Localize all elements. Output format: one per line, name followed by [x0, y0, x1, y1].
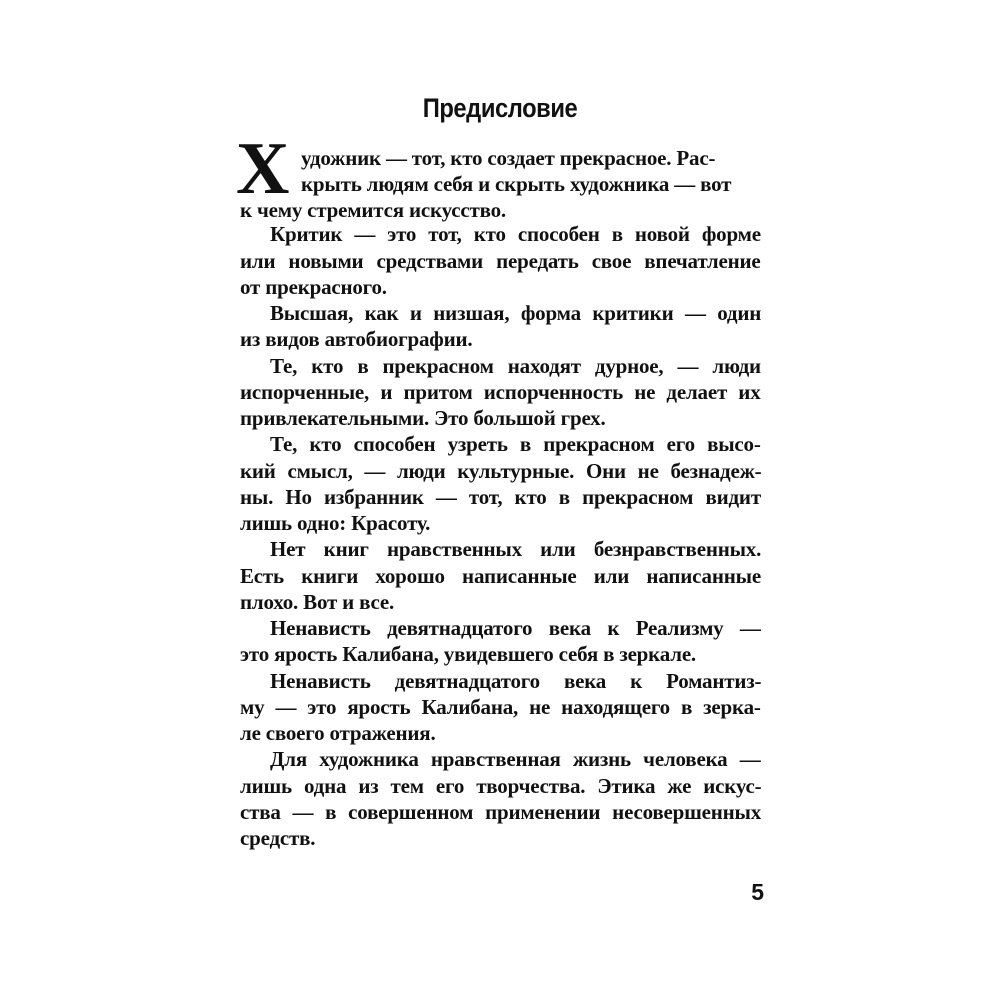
text-line: ства — в совершенном применении несовершенных: [240, 800, 762, 824]
page-number: 5: [751, 879, 764, 905]
text-line: или новыми средствами передать свое впечатление: [240, 249, 761, 273]
drop-cap: Х: [236, 128, 290, 210]
text-line: Для художника нравственная жизнь человека —: [270, 747, 761, 771]
text-line: Высшая, как и низшая, форма критики — один: [270, 301, 762, 325]
text-line: Те, кто в прекрасном находят дурное, — люди: [270, 354, 761, 378]
text-line: средств.: [240, 826, 316, 850]
text-line: му — это ярость Калибана, не находящего в зерка-: [240, 695, 761, 719]
text-line: Ненависть девятнадцатого века к Романтиз-: [270, 669, 762, 693]
text-line: из видов автобиографии.: [240, 327, 473, 351]
text-line: испорченные, и притом испорченность не делает их: [240, 380, 761, 404]
text-line: ны. Но избранник — тот, кто в прекрасном видит: [240, 485, 761, 509]
text-line: Те, кто способен узреть в прекрасном его высо-: [270, 432, 761, 456]
page-title: Предисловие: [422, 93, 578, 123]
text-line: удожник — тот, кто создает прекрасное. Рас-: [301, 146, 716, 170]
text-line: от прекрасного.: [240, 275, 387, 299]
text-line: это ярость Калибана, увидевшего себя в зеркале.: [240, 642, 696, 666]
text-line: Критик — это тот, кто способен в новой форме: [270, 222, 761, 246]
text-line: плохо. Вот и все.: [240, 590, 395, 614]
text-line: к чему стремится искусство.: [240, 198, 506, 222]
text-line: Ненависть девятнадцатого века к Реализму —: [270, 616, 761, 640]
text-line: ле своего отражения.: [240, 721, 436, 745]
text-line: Есть книги хорошо написанные или написанные: [240, 564, 761, 588]
text-line: лишь одно: Красоту.: [240, 511, 431, 535]
text-line: привлекательными. Это большой грех.: [240, 406, 606, 430]
text-line: крыть людям себя и скрыть художника — вот: [301, 172, 732, 196]
text-line: лишь одна из тем его творчества. Этика же искус-: [240, 774, 762, 798]
text-line: Нет книг нравственных или безнравственных.: [270, 537, 762, 561]
text-line: кий смысл, — люди культурные. Они не безнадеж-: [240, 459, 762, 483]
